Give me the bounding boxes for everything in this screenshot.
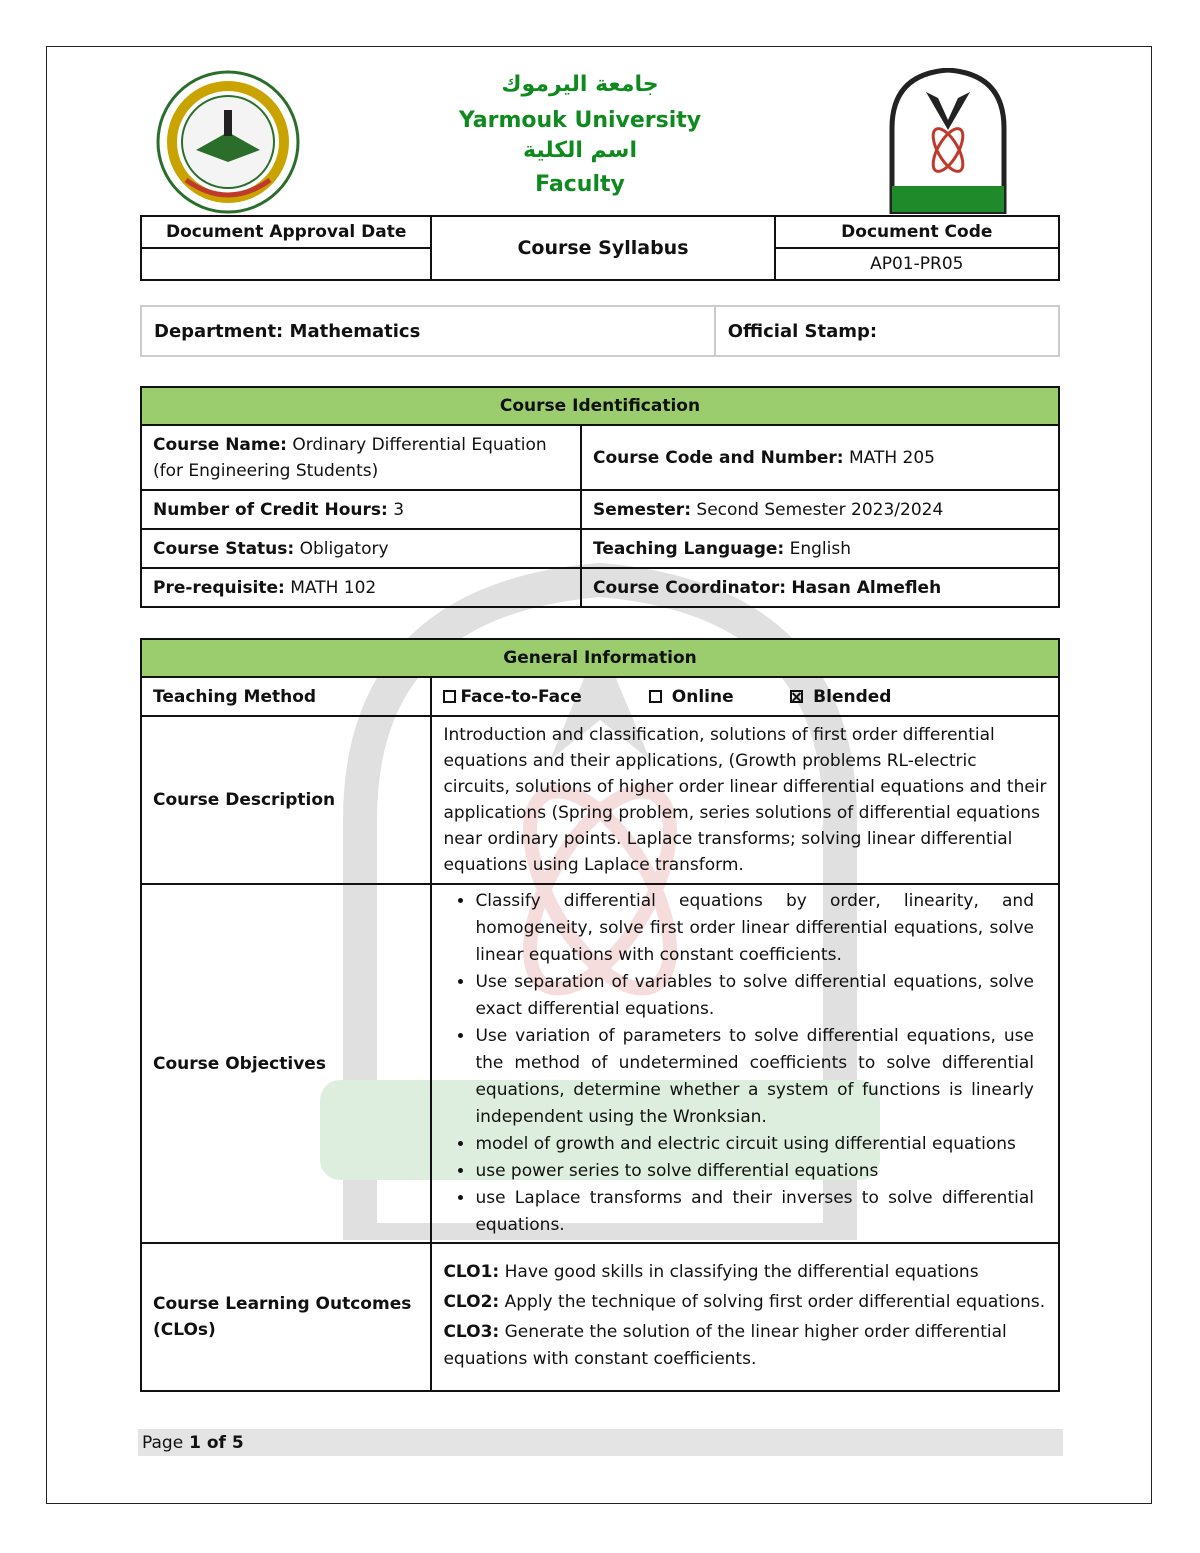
department-cell bbox=[141, 306, 715, 356]
clo-text: Generate the solution of the linear higher order differential equations with constant coefficients. bbox=[443, 1321, 1007, 1369]
checkbox-checked-icon bbox=[790, 690, 803, 703]
course-name-label: Course Name: bbox=[153, 434, 287, 455]
accreditation-center-logo bbox=[156, 70, 300, 214]
course-description-text: Introduction and classification, solutions of first order differential equations and their applications, (Growth problems RL-electric circuits, solutions of higher order linear differential equations and their applications (Spring problem, series solutions of differential equations near ordinary points. Laplace transforms; solving linear differential equations using Laplace transform. bbox=[431, 716, 1059, 884]
method-online[interactable] bbox=[649, 684, 785, 710]
faculty-name-arabic: اسم الكلية bbox=[523, 138, 637, 163]
clo-item bbox=[443, 1289, 1047, 1316]
document-code-label: Document Code bbox=[775, 216, 1059, 248]
clo-id: CLO2: bbox=[443, 1291, 500, 1312]
semester-value: Second Semester 2023/2024 bbox=[696, 499, 944, 520]
clos-cell bbox=[431, 1243, 1059, 1391]
teaching-language-value: English bbox=[789, 538, 851, 559]
document-info-table bbox=[140, 215, 1060, 281]
document-title: Course Syllabus bbox=[431, 216, 774, 280]
course-objectives-cell bbox=[431, 884, 1059, 1243]
course-code-label: Course Code and Number: bbox=[593, 447, 844, 468]
objective-item: • model of growth and electric circuit using differential equations bbox=[475, 1131, 1034, 1158]
general-information-table bbox=[140, 638, 1060, 1392]
general-information-heading: General Information bbox=[141, 639, 1059, 677]
yarmouk-university-logo bbox=[886, 68, 1010, 214]
department-table bbox=[140, 305, 1060, 357]
prerequisite-cell bbox=[141, 568, 581, 607]
course-identification-table bbox=[140, 386, 1060, 608]
university-name: Yarmouk University bbox=[458, 108, 702, 133]
teaching-method-options bbox=[431, 677, 1059, 716]
prerequisite-label: Pre-requisite: bbox=[153, 577, 285, 598]
method-face-to-face-label: Face-to-Face bbox=[460, 686, 582, 707]
department-label: Department: bbox=[154, 320, 284, 342]
page-of-label: of bbox=[206, 1433, 226, 1453]
checkbox-empty-icon bbox=[443, 690, 456, 703]
course-code-value: MATH 205 bbox=[849, 447, 935, 468]
department-value: Mathematics bbox=[289, 320, 421, 342]
document-code-value: AP01-PR05 bbox=[775, 248, 1059, 280]
course-status-label: Course Status: bbox=[153, 538, 295, 559]
method-face-to-face[interactable] bbox=[443, 684, 643, 710]
course-status-value: Obligatory bbox=[299, 538, 389, 559]
credit-hours-label: Number of Credit Hours: bbox=[153, 499, 388, 520]
course-code-cell bbox=[581, 425, 1059, 490]
objective-item: • use Laplace transforms and their inverses to solve differential equations. bbox=[475, 1185, 1034, 1239]
semester-cell bbox=[581, 490, 1059, 529]
page-number: 1 bbox=[189, 1433, 201, 1453]
university-name-arabic: جامعة اليرموك bbox=[501, 72, 659, 97]
objective-item: • Use variation of parameters to solve differential equations, use the method of undetermined coefficients to solve differential equations, determine whether a system of functions is linearly independent using the Wronksian. bbox=[475, 1023, 1034, 1131]
clo-text: Apply the technique of solving first order differential equations. bbox=[504, 1291, 1046, 1312]
clo-id: CLO3: bbox=[443, 1321, 500, 1342]
course-identification-heading: Course Identification bbox=[141, 387, 1059, 425]
page-total: 5 bbox=[231, 1433, 244, 1453]
method-blended[interactable] bbox=[790, 684, 891, 710]
objective-item: • Use separation of variables to solve differential equations, solve exact differential equations. bbox=[475, 969, 1034, 1023]
semester-label: Semester: bbox=[593, 499, 691, 520]
method-blended-label: Blended bbox=[813, 686, 892, 707]
objective-item: • Classify differential equations by order, linearity, and homogeneity, solve first order linear differential equations, solve linear equations with constant coefficients. bbox=[475, 888, 1034, 969]
credit-hours-value: 3 bbox=[393, 499, 405, 520]
teaching-method-label: Teaching Method bbox=[141, 677, 431, 716]
objective-item: • use power series to solve differential equations bbox=[475, 1158, 1034, 1185]
course-description-label: Course Description bbox=[141, 716, 431, 884]
approval-date-value bbox=[141, 248, 431, 280]
credit-hours-cell bbox=[141, 490, 581, 529]
clo-id: CLO1: bbox=[443, 1261, 500, 1282]
clo-text: Have good skills in classifying the differential equations bbox=[504, 1261, 979, 1282]
prerequisite-value: MATH 102 bbox=[290, 577, 377, 598]
clos-label: Course Learning Outcomes (CLOs) bbox=[141, 1243, 431, 1391]
official-stamp-label: Official Stamp: bbox=[715, 306, 1059, 356]
course-name-value: Ordinary Differential Equation (for Engineering Students) bbox=[153, 434, 547, 481]
method-online-label: Online bbox=[671, 686, 734, 707]
coordinator-cell bbox=[581, 568, 1059, 607]
course-name-cell bbox=[141, 425, 581, 490]
teaching-language-label: Teaching Language: bbox=[593, 538, 785, 559]
page-label: Page bbox=[142, 1433, 184, 1453]
course-objectives-label: Course Objectives bbox=[141, 884, 431, 1243]
faculty-name: Faculty bbox=[535, 172, 625, 197]
coordinator-value: Hasan Almefleh bbox=[791, 577, 942, 598]
objectives-list bbox=[443, 888, 1034, 1239]
course-status-cell bbox=[141, 529, 581, 568]
page-footer bbox=[138, 1429, 1063, 1456]
teaching-language-cell bbox=[581, 529, 1059, 568]
clo-item bbox=[443, 1319, 1047, 1373]
clo-item bbox=[443, 1259, 1047, 1286]
coordinator-label: Course Coordinator: bbox=[593, 577, 787, 598]
approval-date-label: Document Approval Date bbox=[141, 216, 431, 248]
checkbox-empty-icon bbox=[649, 690, 662, 703]
